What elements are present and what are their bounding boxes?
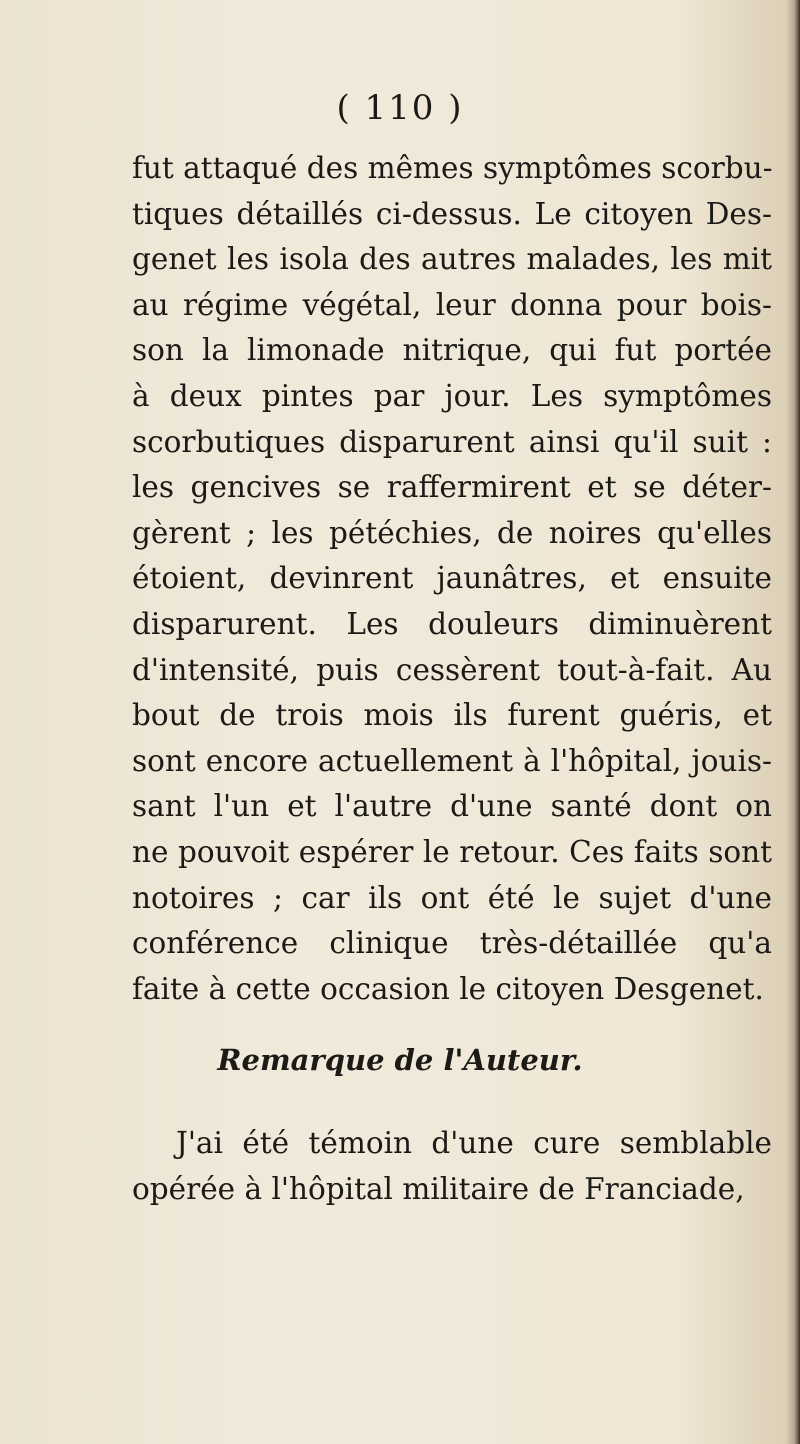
text-line: conférence clinique très-détaillée qu'a [132, 926, 772, 961]
text-line: J'ai été témoin d'une cure semblable [176, 1126, 772, 1160]
text-line: genet les isola des autres malades, les mit [132, 242, 772, 277]
text-line: opérée à l'hôpital militaire de Franciade, [132, 1171, 745, 1206]
text-line: étoient, devinrent jaunâtres, et ensuite [132, 561, 772, 596]
text-line: gèrent ; les pétéchies, de noires qu'elles [132, 515, 772, 550]
section-heading: Remarque de l'Auteur. [217, 1043, 583, 1077]
second-paragraph [132, 1121, 772, 1212]
text-line: les gencives se raffermirent et se déter- [132, 470, 772, 505]
text-line: d'intensité, puis cessèrent tout-à-fait. Au [132, 652, 772, 687]
page-number: ( 110 ) [336, 88, 464, 128]
text-line: scorbutiques disparurent ainsi qu'il suit : [132, 424, 772, 459]
text-line: ne pouvoit espérer le retour. Ces faits sont [132, 834, 772, 869]
text-line: faite à cette occasion le citoyen Desgenet. [132, 971, 764, 1006]
text-line: tiques détaillés ci-dessus. Le citoyen Des- [132, 196, 772, 231]
text-line: au régime végétal, leur donna pour bois- [132, 287, 772, 322]
main-paragraph [132, 146, 772, 1012]
text-line: à deux pintes par jour. Les symptômes [132, 378, 772, 413]
text-line: fut attaqué des mêmes symptômes scorbu- [132, 151, 773, 185]
text-line: son la limonade nitrique, qui fut portée [132, 333, 772, 368]
text-line: sont encore actuellement à l'hôpital, jouis- [132, 743, 772, 778]
text-line: sant l'un et l'autre d'une santé dont on [132, 789, 772, 824]
text-line: bout de trois mois ils furent guéris, et [132, 698, 772, 733]
text-line: notoires ; car ils ont été le sujet d'une [132, 880, 772, 915]
page-edge-shadow [786, 0, 800, 1444]
text-line: disparurent. Les douleurs diminuèrent [132, 606, 772, 641]
